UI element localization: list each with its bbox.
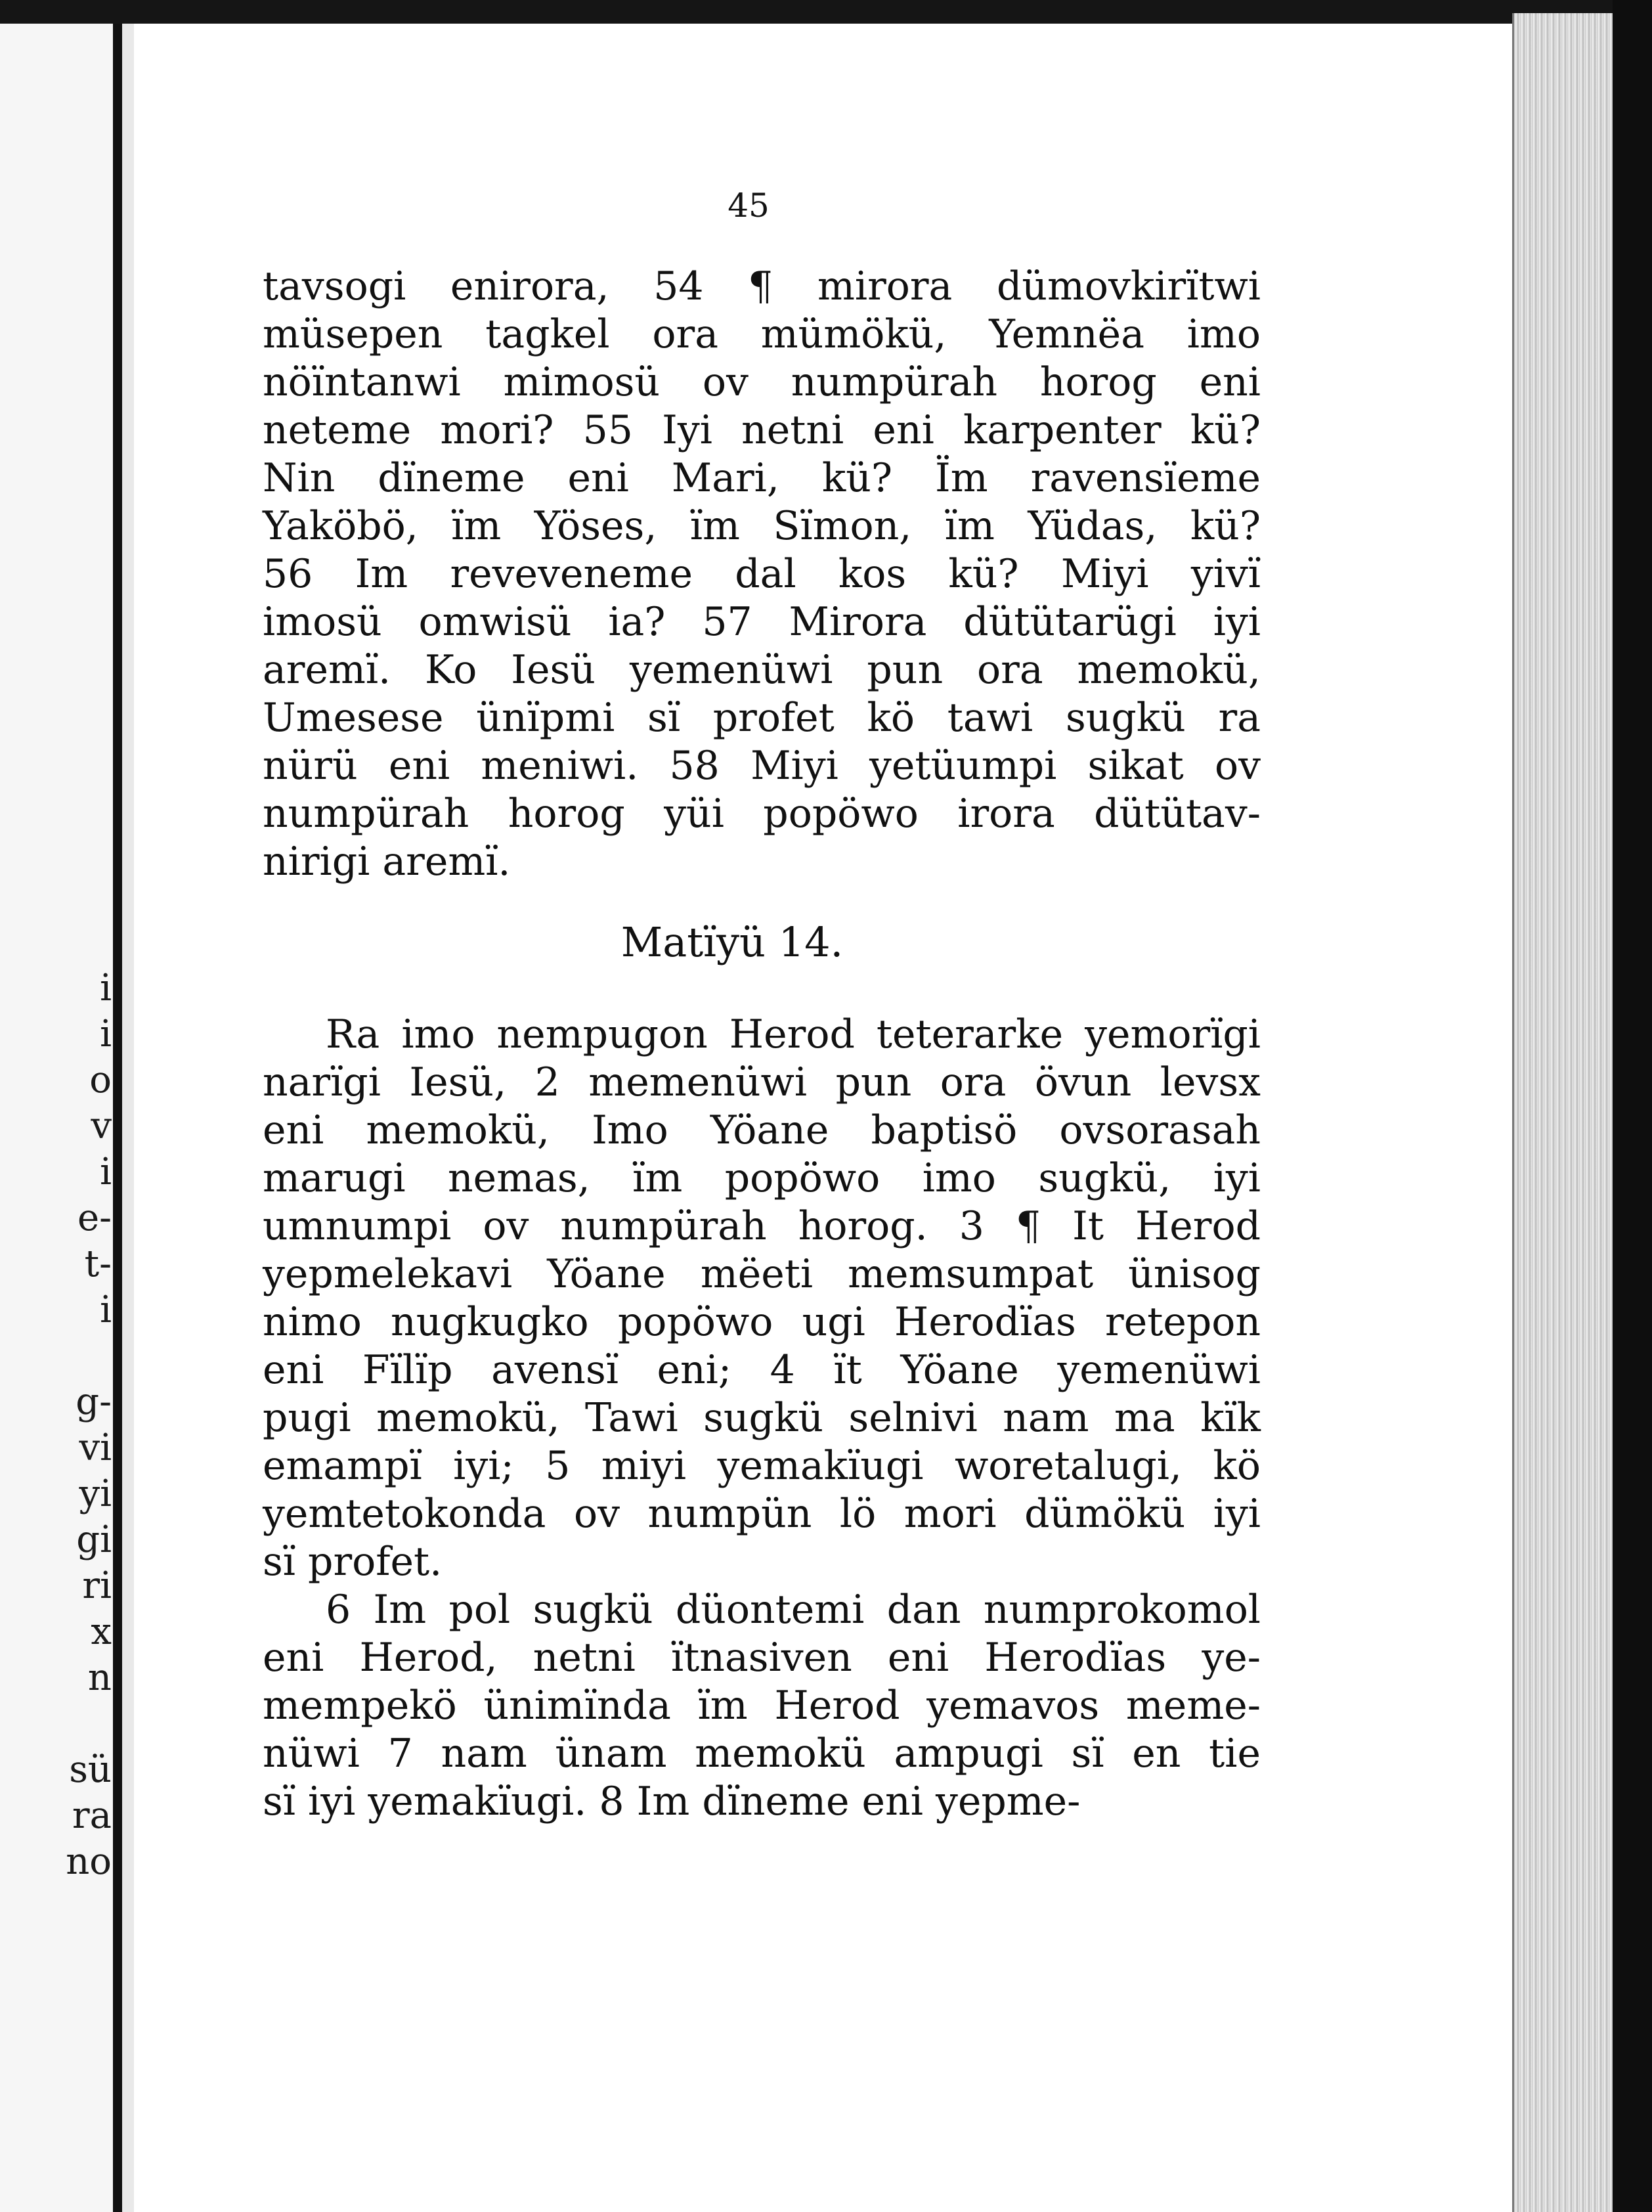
facing-page-fragment: n [87, 1656, 112, 1699]
text-line: nöïntanwi mimosü ov numpürah horog eni [263, 359, 1261, 405]
text-line: tavsogi enirora, 54 ¶ mirora dümovkirïtwi [263, 263, 1261, 309]
text-line: müsepen tagkel ora mümökü, Yemnëa imo [263, 311, 1261, 357]
text-line: marugi nemas, ïm popöwo imo sugkü, iyi [263, 1155, 1261, 1201]
text-line: 56 Im reveveneme dal kos kü? Miyi yivï [263, 551, 1261, 597]
text-line: nirigi aremï. [263, 839, 511, 885]
facing-page-fragment: x [91, 1610, 112, 1653]
text-line: mempekö ünimïnda ïm Herod yemavos meme- [263, 1683, 1261, 1729]
text-line: eni Herod, netni ïtnasiven eni Herodïas ye- [263, 1635, 1261, 1681]
facing-page-fragment: t- [84, 1243, 112, 1285]
facing-page-text-fragments [0, 965, 112, 1885]
paragraph-verse-6 [263, 1586, 1261, 1826]
text-line: Yaköbö, ïm Yöses, ïm Sïmon, ïm Yüdas, kü? [263, 503, 1261, 549]
text-line: Ra imo nempugon Herod teterarke yemorïgi [326, 1011, 1261, 1057]
text-line: yepmelekavi Yöane mëeti memsumpat ünisog [263, 1251, 1261, 1297]
text-line: aremï. Ko Iesü yemenüwi pun ora memokü, [263, 647, 1261, 693]
text-line: nürü eni meniwi. 58 Miyi yetüumpi sikat ov [263, 743, 1261, 789]
book-gutter [122, 24, 134, 2212]
facing-page-fragment: vi [79, 1427, 112, 1469]
text-line: neteme mori? 55 Iyi netni eni karpenter kü? [263, 407, 1261, 453]
facing-page-fragment: e- [77, 1197, 112, 1239]
scan-right-border [1613, 0, 1652, 2212]
chapter-heading: Matïyü 14. [620, 918, 844, 966]
text-line: yemtetokonda ov numpün lö mori dümökü iyi [263, 1491, 1261, 1537]
text-line: nüwi 7 nam ünam memokü ampugi sï en tie [263, 1731, 1261, 1777]
text-line: eni Fïlïp avensï eni; 4 ït Yöane yemenüwi [263, 1347, 1261, 1393]
facing-page-fragment: ra [72, 1794, 112, 1837]
text-line: Umesese ünïpmi sï profet kö tawi sugkü ra [263, 695, 1261, 741]
facing-page-fragment: yi [79, 1472, 112, 1515]
paragraph-chapter-start [263, 1011, 1261, 1586]
text-line: eni memokü, Imo Yöane baptisö ovsorasah [263, 1107, 1261, 1153]
text-line: Nin dïneme eni Mari, kü? Ïm ravensïeme [263, 455, 1261, 501]
facing-page-fragment: i [100, 967, 112, 1009]
text-line: sï profet. [263, 1539, 443, 1585]
scan-top-border [0, 0, 1652, 24]
facing-page-fragment: i [100, 1013, 112, 1055]
facing-page-fragment: i [100, 1151, 112, 1193]
text-line: imosü omwisü ia? 57 Mirora dütütarügi iyi [263, 599, 1261, 645]
paragraph-continuation [263, 263, 1261, 886]
facing-page-fragment: gi [76, 1518, 112, 1561]
facing-page-fragment: sü [69, 1748, 112, 1791]
text-line: pugi memokü, Tawi sugkü selnivi nam ma kïk [263, 1395, 1261, 1441]
page-number: 45 [728, 187, 770, 225]
text-line: sï iyi yemakïugi. 8 Im dïneme eni yepme- [263, 1779, 1081, 1825]
facing-page-fragment: no [66, 1840, 112, 1883]
facing-page-fragment: ri [82, 1564, 112, 1607]
facing-page-fragment [0, 1333, 112, 1379]
page-edges [1512, 13, 1613, 2212]
text-line: emampï iyi; 5 miyi yemakïugi woretalugi, kö [263, 1443, 1261, 1489]
facing-page-fragment: v [91, 1105, 112, 1147]
facing-page-fragment: g- [76, 1381, 112, 1423]
facing-page-fragment [0, 1701, 112, 1747]
text-line: numpürah horog yüi popöwo irora dütütav- [263, 791, 1261, 837]
facing-page-fragment: i [100, 1289, 112, 1331]
text-line: 6 Im pol sugkü düontemi dan numprokomol [326, 1587, 1261, 1633]
text-line: umnumpi ov numpürah horog. 3 ¶ It Herod [263, 1203, 1261, 1249]
text-line: narïgi Iesü, 2 memenüwi pun ora övun levsx [263, 1059, 1261, 1105]
facing-page-fragment: o [89, 1059, 112, 1101]
text-line: nimo nugkugko popöwo ugi Herodïas retepon [263, 1299, 1261, 1345]
page-body [263, 263, 1261, 1826]
